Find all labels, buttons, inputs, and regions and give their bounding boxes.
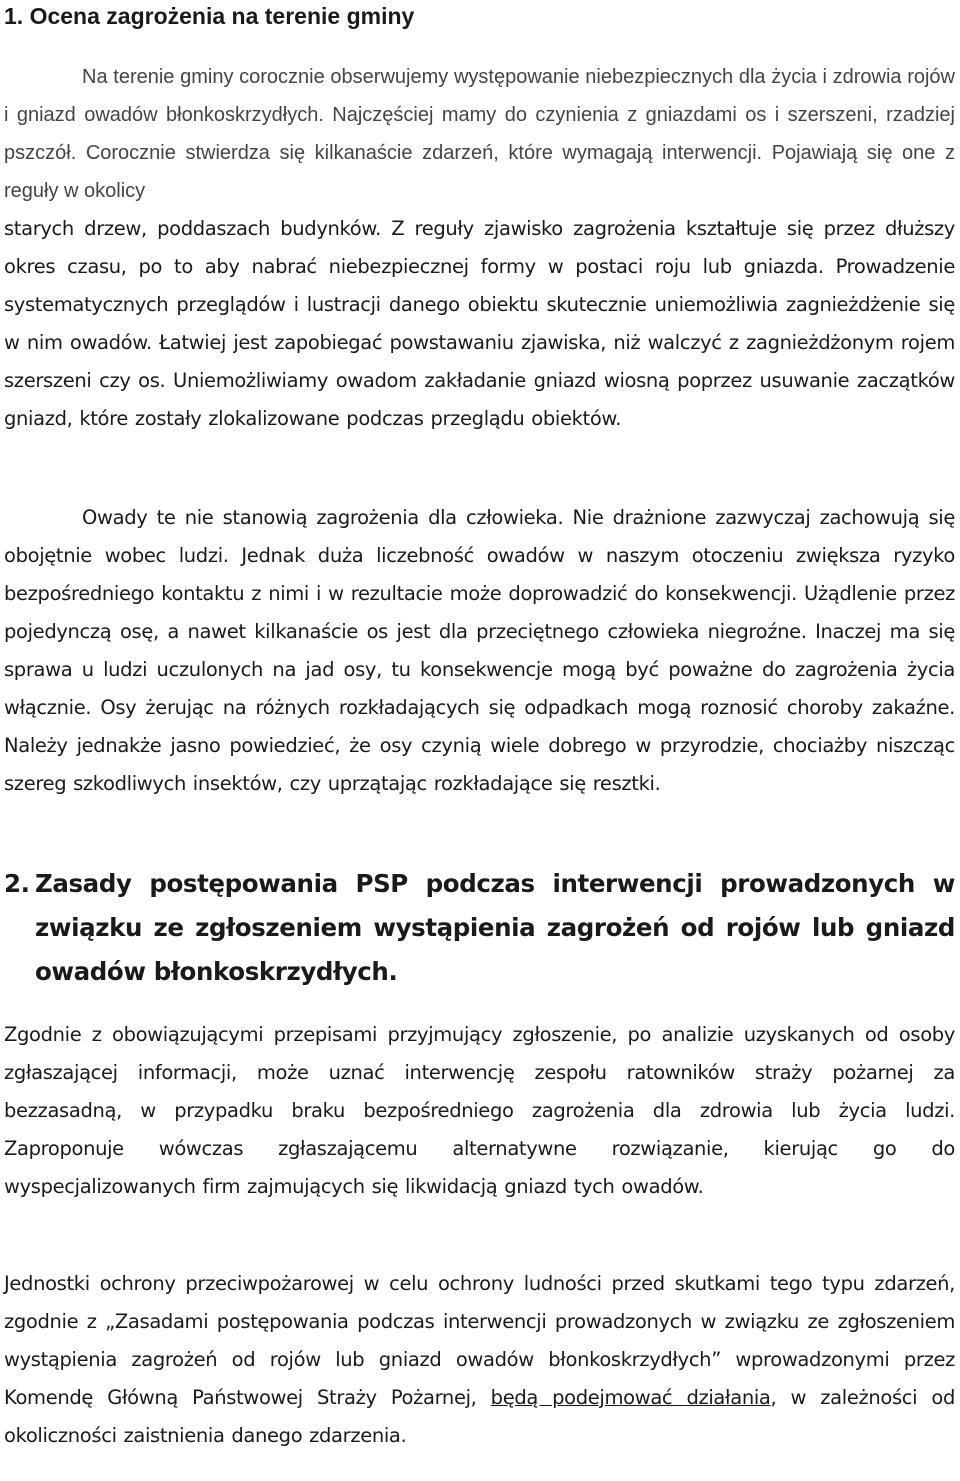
paragraph-text-end: , w zależności od okoliczności zaistnienia danego zdarzenia. xyxy=(4,1386,955,1447)
section-1-paragraph-1a: Na terenie gminy corocznie obserwujemy występowanie niebezpiecznych dla życia i zdrowia rojów i gniazd owadów błonkoskrzydłych. Najczęściej mamy do czynienia z gniazdami os i szerszeni, rzadziej pszczół. Corocznie stwierdza się kilkanaście zdarzeń, które wymagają interwencji. Pojawiają się one z reguły w okolicy xyxy=(4,66,955,202)
section-2-heading-text: Zasady postępowania PSP podczas interwencji prowadzonych w związku ze zgłoszeniem wystąpienia zagrożeń od rojów lub gniazd owadów błonkoskrzydłych. xyxy=(35,869,955,986)
section-2-paragraph-1: Zgodnie z obowiązującymi przepisami przyjmujący zgłoszenie, po analizie uzyskanych od osoby zgłaszającej informacji, może uznać interwencję zespołu ratowników straży pożarnej za bezzasadną, w przypadku braku bezpośredniego zagrożenia dla zdrowia lub życia ludzi. Zaproponuje wówczas zgłaszającemu alternatywne rozwiązanie, kierując go do wyspecjalizowanych firm zajmujących się likwidacją gniazd tych owadów. xyxy=(4,1023,955,1198)
paragraph-text: Jednostki ochrony przeciwpożarowej w celu ochrony ludności przed skutkami tego typu zdarzeń, zgodnie z „Zasadami postępowania podczas interwencji prowadzonych w związku ze zgłoszeniem wystąpienia zagrożeń od rojów lub gniazd owadów błonkoskrzydłych” wprowadzonymi przez Komendę Główną Państwowej Straży Pożarnej, xyxy=(4,1272,955,1409)
section-1-paragraph-2: Owady te nie stanowią zagrożenia dla człowieka. Nie drażnione zazwyczaj zachowują się obojętnie wobec ludzi. Jednak duża liczebność owadów w naszym otoczeniu zwiększa ryzyko bezpośredniego kontaktu z nimi i w rezultacie może doprowadzić do konsekwencji. Użądlenie przez pojedynczą osę, a nawet kilkanaście os jest dla przeciętnego człowieka niegroźne. Inaczej ma się sprawa u ludzi uczulonych na jad osy, tu konsekwencje mogą być poważne do zagrożenia życia włącznie. Osy żerując na różnych rozkładających się odpadkach mogą roznosić choroby zakaźne. Należy jednakże jasno powiedzieć, że osy czynią wiele dobrego w przyrodzie, chociażby niszcząc szereg szkodliwych insektów, czy uprzątając rozkładające się resztki. xyxy=(4,506,955,795)
underlined-phrase: będą podejmować działania xyxy=(490,1386,771,1409)
section-1-heading: 1. Ocena zagrożenia na terenie gminy xyxy=(4,3,415,29)
section-2-number: 2. xyxy=(4,869,30,898)
section-2-paragraph-2 xyxy=(4,1265,955,1455)
section-2-heading xyxy=(4,862,955,994)
section-1-paragraph-1b: starych drzew, poddaszach budynków. Z reguły zjawisko zagrożenia kształtuje się przez dłuższy okres czasu, po to aby nabrać niebezpiecznej formy w postaci roju lub gniazda. Prowadzenie systematycznych przeglądów i lustracji danego obiektu skutecznie uniemożliwia zagnieżdżenie się w nim owadów. Łatwiej jest zapobiegać powstawaniu zjawiska, niż walczyć z zagnieżdżonym rojem szerszeni czy os. Uniemożliwiamy owadom zakładanie gniazd wiosną poprzez usuwanie zaczątków gniazd, które zostały zlokalizowane podczas przeglądu obiektów. xyxy=(4,217,955,430)
